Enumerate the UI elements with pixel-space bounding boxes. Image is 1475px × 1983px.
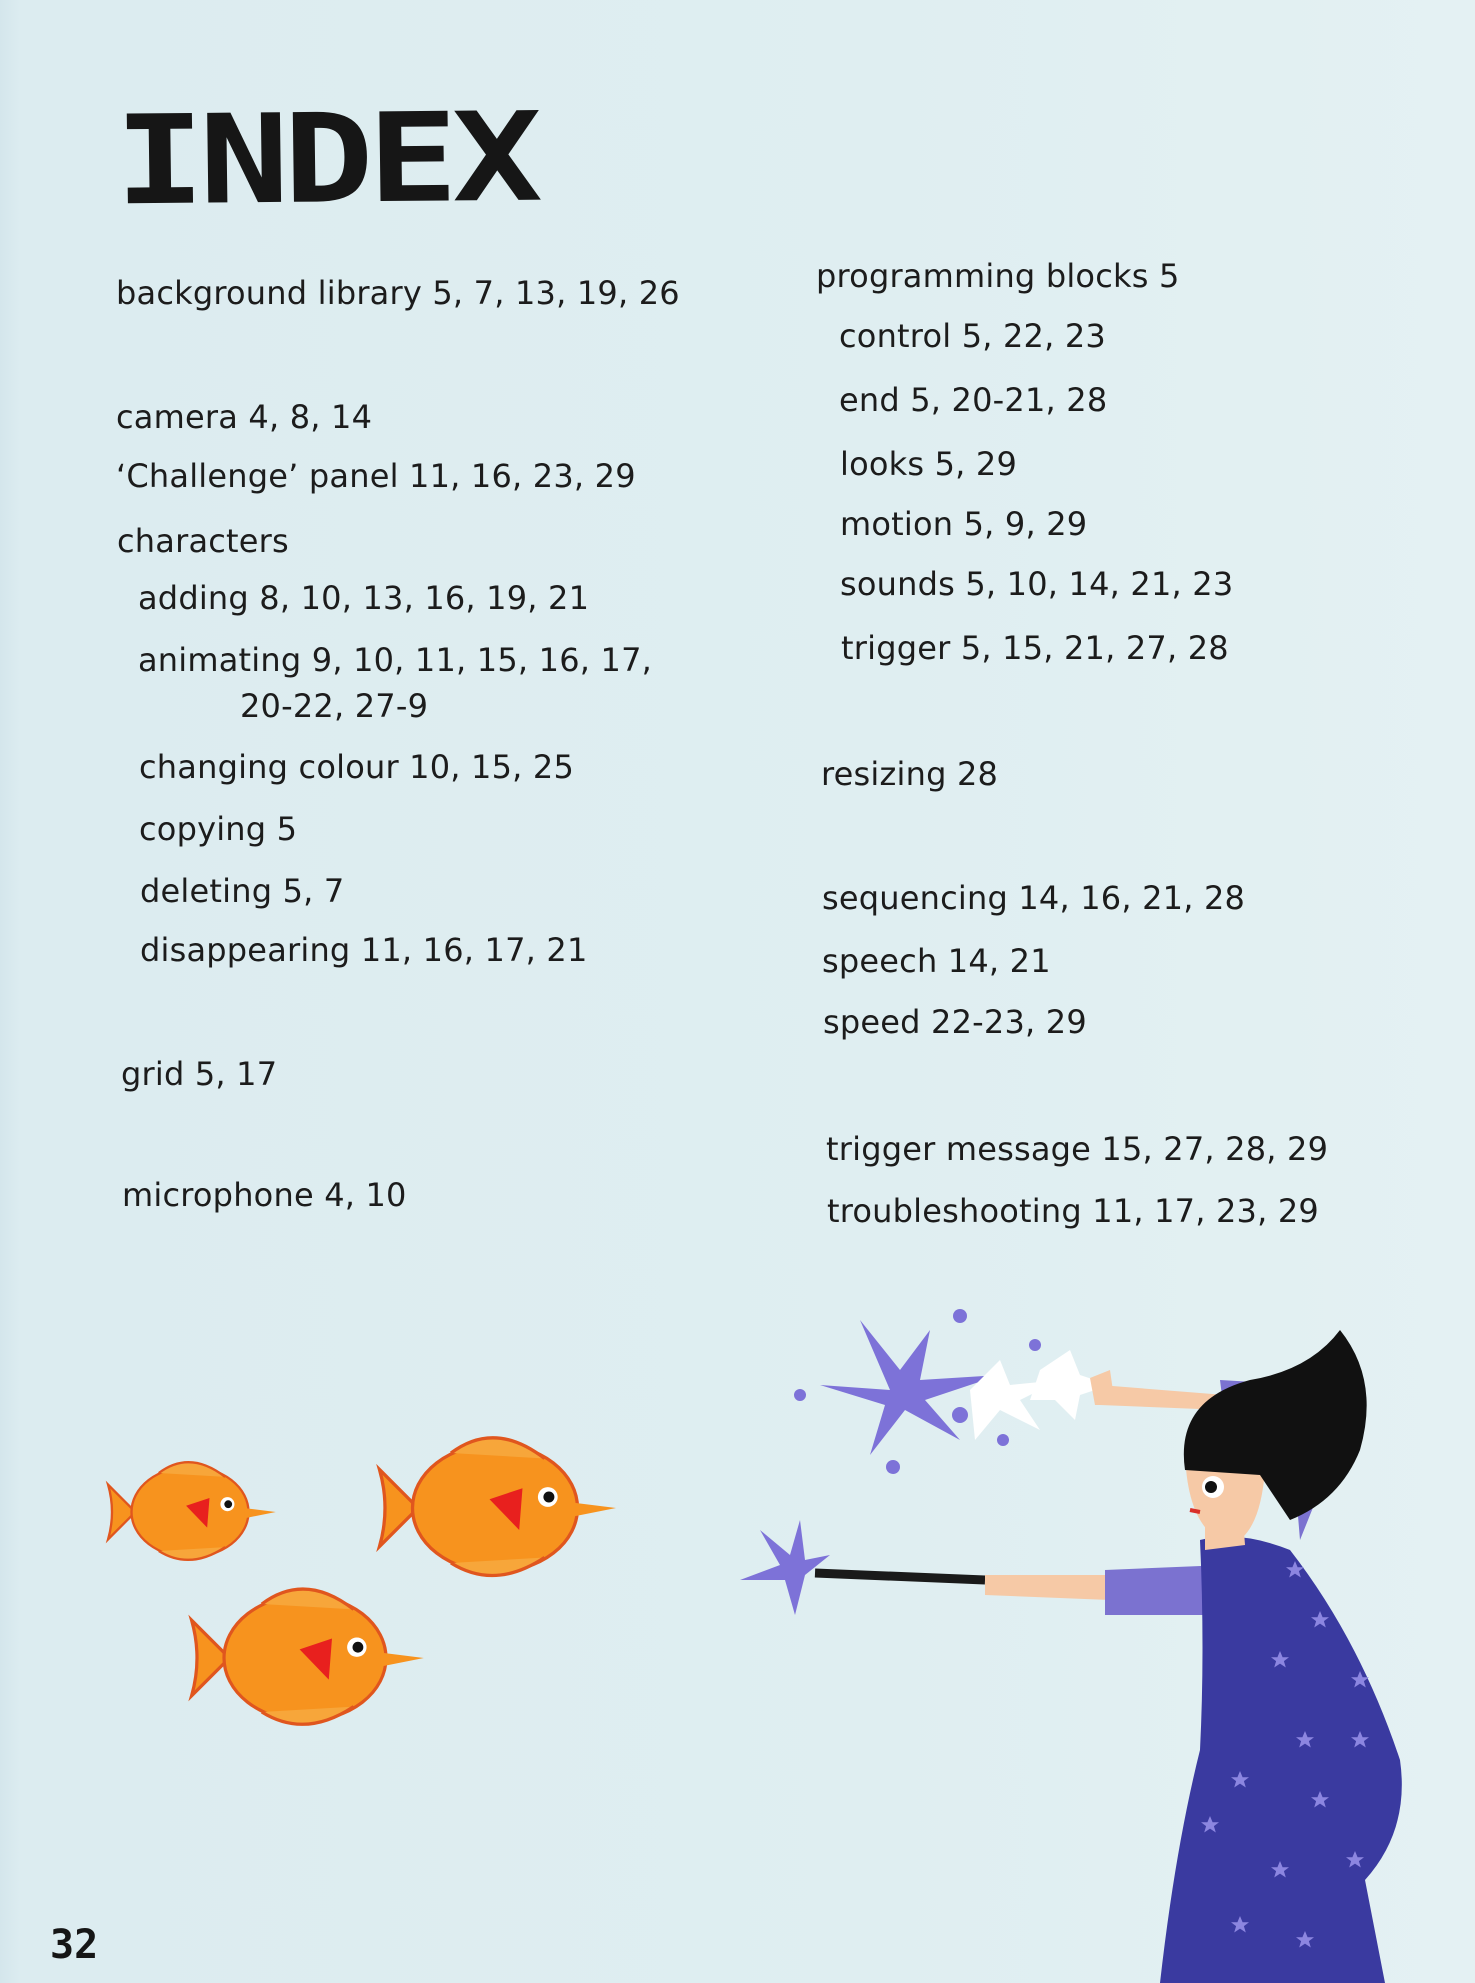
index-entry: characters [117,522,289,560]
index-entry: trigger message 15, 27, 28, 29 [826,1130,1329,1168]
fish-small [108,1462,276,1560]
index-entry: grid 5, 17 [121,1055,278,1093]
index-subentry: copying 5 [139,810,298,848]
fish-bottom [192,1589,424,1724]
index-entry: resizing 28 [821,755,999,793]
index-subentry: control 5, 22, 23 [839,317,1106,355]
index-entry: programming blocks 5 [816,257,1180,295]
index-subentry: deleting 5, 7 [140,872,345,910]
index-entry: sequencing 14, 16, 21, 28 [822,879,1246,917]
index-entry: microphone 4, 10 [122,1176,407,1214]
sparkle-magic [740,1309,1110,1615]
fish-large [380,1438,617,1576]
witch-character [985,1330,1402,1983]
index-subentry: motion 5, 9, 29 [840,505,1088,543]
index-subentry: sounds 5, 10, 14, 21, 23 [840,565,1234,603]
page-number: 32 [50,1922,99,1968]
index-entry: background library 5, 7, 13, 19, 26 [116,274,680,312]
index-entry: speed 22-23, 29 [823,1003,1087,1041]
index-subentry: looks 5, 29 [840,445,1018,483]
index-entry: speech 14, 21 [822,942,1051,980]
index-entry: troubleshooting 11, 17, 23, 29 [827,1192,1319,1230]
index-entry: ‘Challenge’ panel 11, 16, 23, 29 [116,457,636,495]
index-subentry-continued: 20-22, 27-9 [240,687,429,725]
page-title: INDEX [113,86,538,233]
index-subentry: adding 8, 10, 13, 16, 19, 21 [138,579,590,617]
index-subentry: disappearing 11, 16, 17, 21 [140,931,588,969]
index-subentry: end 5, 20-21, 28 [839,381,1108,419]
index-subentry: animating 9, 10, 11, 15, 16, 17, [138,641,653,679]
index-subentry: trigger 5, 15, 21, 27, 28 [841,629,1229,667]
index-entry: camera 4, 8, 14 [116,398,373,436]
index-subentry: changing colour 10, 15, 25 [139,748,575,786]
